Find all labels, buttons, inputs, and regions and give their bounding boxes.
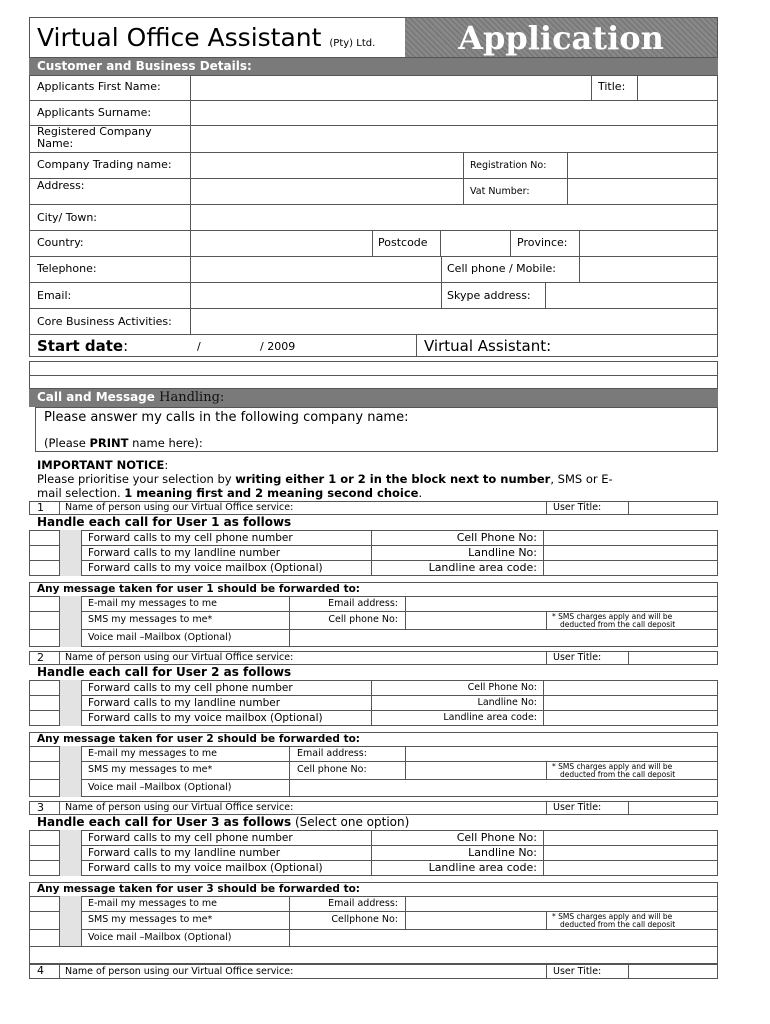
user-3-voicemail-label: Voice mail –Mailbox (Optional) xyxy=(88,932,232,943)
user-3-cell-no-label: Cell Phone No: xyxy=(456,831,537,844)
application-title: Application xyxy=(458,19,664,57)
user-1-name-input[interactable] xyxy=(330,501,545,515)
user-3-landline-no-label: Landline No: xyxy=(468,846,537,859)
user-2-fwd-voicemail-priority[interactable] xyxy=(59,710,82,726)
input-telephone[interactable] xyxy=(191,257,441,282)
user-1-fwd-landline-priority[interactable] xyxy=(59,545,82,560)
call-title-a: Call and Message xyxy=(37,390,155,404)
user-4-spacer-row xyxy=(29,946,718,964)
input-virtual-assistant[interactable] xyxy=(560,335,717,356)
notice-line-2 xyxy=(37,486,422,500)
notice-b1: writing either 1 or 2 in the block next to number xyxy=(235,472,551,486)
notice-heading: IMPORTANT NOTICE xyxy=(37,458,165,472)
input-registration-no[interactable] xyxy=(568,153,717,178)
user-1-cell-phone-input[interactable] xyxy=(406,611,546,629)
user-2-area-code-input[interactable] xyxy=(544,710,717,726)
user-1-sms-note-1: * SMS charges apply and will be xyxy=(552,612,673,621)
input-trading-name[interactable] xyxy=(191,153,462,178)
user-1-email-address-label: Email address: xyxy=(328,598,398,609)
user-2-fwd-cell-label: Forward calls to my cell phone number xyxy=(88,682,293,694)
input-skype[interactable] xyxy=(546,283,717,308)
label-title: Title: xyxy=(598,80,626,93)
user-2-voicemail-label: Voice mail –Mailbox (Optional) xyxy=(88,782,232,793)
user-1-fwd-voicemail-label: Forward calls to my voice mailbox (Optional) xyxy=(88,562,323,574)
call-section-title xyxy=(29,389,718,407)
user-3-sms-me-label: SMS my messages to me* xyxy=(88,914,213,925)
label-country: Country: xyxy=(37,236,84,249)
notice-p2: , SMS or E- xyxy=(550,472,613,486)
label-virtual-assistant: Virtual Assistant: xyxy=(424,337,552,355)
user-3-email-priority[interactable] xyxy=(59,896,82,911)
user-2-fwd-landline-priority[interactable] xyxy=(59,695,82,710)
user-1-cell-no-label: Cell Phone No: xyxy=(456,531,537,544)
user-4-title-label: User Title: xyxy=(553,966,602,977)
user-3-handle-heading xyxy=(37,815,409,829)
user-3-fwd-landline-label: Forward calls to my landline number xyxy=(88,847,281,859)
user-3-cell-phone-label: Cellphone No: xyxy=(331,914,398,925)
user-3-voicemail-priority[interactable] xyxy=(59,929,82,947)
start-date-year: / 2009 xyxy=(260,340,296,353)
user-1-cell-no-input[interactable] xyxy=(544,530,717,545)
user-1-message-heading: Any message taken for user 1 should be forwarded to: xyxy=(37,583,360,595)
call-title-b: Handling: xyxy=(159,390,225,405)
input-vat-number[interactable] xyxy=(568,179,717,204)
print-name-text xyxy=(44,436,203,450)
user-1-area-code-label: Landline area code: xyxy=(428,561,537,574)
user-2-sms-note-2: deducted from the call deposit xyxy=(560,770,676,779)
user-3-email-address-input[interactable] xyxy=(406,896,717,911)
user-2-cell-no-input[interactable] xyxy=(544,680,717,695)
user-1-title-input[interactable] xyxy=(629,501,717,515)
label-first-name: Applicants First Name: xyxy=(37,80,161,93)
notice-p1: Please prioritise your selection by xyxy=(37,472,236,486)
user-2-email-priority[interactable] xyxy=(59,746,82,761)
print-bold: PRINT xyxy=(89,436,129,450)
notice-line-1 xyxy=(37,472,613,486)
label-registration-no: Registration No: xyxy=(470,160,547,171)
user-3-area-code-label: Landline area code: xyxy=(428,861,537,874)
user-1-fwd-landline-label: Forward calls to my landline number xyxy=(88,547,281,559)
user-2-landline-no-input[interactable] xyxy=(544,695,717,710)
user-3-sms-note-2: deducted from the call deposit xyxy=(560,920,676,929)
user-3-sms-priority[interactable] xyxy=(59,911,82,929)
label-registered-company: Registered Company Name: xyxy=(37,125,152,150)
user-1-name-label: Name of person using our Virtual Office service: xyxy=(65,502,294,513)
user-1-sms-note-2: deducted from the call deposit xyxy=(560,620,676,629)
input-core-business[interactable] xyxy=(191,309,717,334)
user-2-fwd-cell-priority[interactable] xyxy=(59,680,82,695)
user-3-cell-phone-input[interactable] xyxy=(406,911,546,929)
user-3-title-label: User Title: xyxy=(553,802,602,813)
user-2-cell-no-label: Cell Phone No: xyxy=(467,682,537,693)
user-3-fwd-landline-priority[interactable] xyxy=(59,845,82,860)
user-2-email-address-label: Email address: xyxy=(297,748,367,759)
user-3-name-input[interactable] xyxy=(330,801,545,815)
user-3-landline-no-input[interactable] xyxy=(544,845,717,860)
company-title: Virtual Office Assistant xyxy=(37,23,322,52)
input-surname[interactable] xyxy=(191,101,717,125)
user-1-fwd-cell-priority[interactable] xyxy=(59,530,82,545)
user-4-number: 4 xyxy=(37,964,44,977)
user-1-fwd-cell-label: Forward calls to my cell phone number xyxy=(88,532,293,544)
user-1-handle-bold: Handle each call for User 1 as follows xyxy=(37,515,292,529)
user-2-sms-me-label: SMS my messages to me* xyxy=(88,764,213,775)
input-registered-company[interactable] xyxy=(191,126,717,152)
user-3-email-me-label: E-mail my messages to me xyxy=(88,898,218,909)
user-3-number: 3 xyxy=(37,801,44,814)
label-address: Address: xyxy=(37,179,85,192)
company-suffix: (Pty) Ltd. xyxy=(329,38,376,49)
user-2-voicemail-priority[interactable] xyxy=(59,779,82,797)
label-telephone: Telephone: xyxy=(37,262,97,275)
user-1-voicemail-priority[interactable] xyxy=(59,629,82,647)
user-1-landline-no-label: Landline No: xyxy=(468,546,537,559)
user-2-name-input[interactable] xyxy=(330,651,545,665)
user-1-number: 1 xyxy=(37,501,44,514)
user-3-fwd-cell-label: Forward calls to my cell phone number xyxy=(88,832,293,844)
user-4-name-input[interactable] xyxy=(330,964,545,979)
user-3-handle-extra: (Select one option) xyxy=(291,815,410,829)
notice-p4: . xyxy=(418,486,423,500)
user-3-title-input[interactable] xyxy=(629,801,717,815)
user-3-fwd-cell-priority[interactable] xyxy=(59,830,82,845)
user-2-message-heading: Any message taken for user 2 should be forwarded to: xyxy=(37,733,360,745)
user-2-name-label: Name of person using our Virtual Office service: xyxy=(65,652,294,663)
notice-colon: : xyxy=(164,458,169,472)
user-2-email-me-label: E-mail my messages to me xyxy=(88,748,218,759)
user-2-sms-note-1: * SMS charges apply and will be xyxy=(552,762,673,771)
label-cell-mobile: Cell phone / Mobile: xyxy=(447,262,556,275)
label-city: City/ Town: xyxy=(37,211,98,224)
print-suffix: name here): xyxy=(128,436,203,450)
user-2-cell-phone-input[interactable] xyxy=(406,761,546,779)
print-prefix: (Please xyxy=(44,436,90,450)
user-2-sms-priority[interactable] xyxy=(59,761,82,779)
label-trading-name: Company Trading name: xyxy=(37,158,172,171)
start-date-text: Start date xyxy=(37,337,124,355)
user-3-fwd-voicemail-label: Forward calls to my voice mailbox (Optional) xyxy=(88,862,323,874)
user-1-email-address-input[interactable] xyxy=(406,596,717,611)
user-2-area-code-label: Landline area code: xyxy=(443,712,537,723)
user-2-title-label: User Title: xyxy=(553,652,602,663)
user-1-title-label: User Title: xyxy=(553,502,602,513)
label-vat-number: Vat Number: xyxy=(470,186,530,197)
input-first-name[interactable] xyxy=(191,76,590,100)
company-name xyxy=(37,22,375,60)
input-postcode[interactable] xyxy=(441,231,510,256)
user-4-title-input[interactable] xyxy=(629,964,717,979)
input-email[interactable] xyxy=(191,283,441,308)
user-1-voicemail-label: Voice mail –Mailbox (Optional) xyxy=(88,632,232,643)
user-1-sms-me-label: SMS my messages to me* xyxy=(88,614,213,625)
user-3-sms-note-1: * SMS charges apply and will be xyxy=(552,912,673,921)
user-3-handle-bold: Handle each call for User 3 as follows xyxy=(37,815,292,829)
user-3-email-address-label: Email address: xyxy=(328,898,398,909)
label-postcode: Postcode xyxy=(378,236,428,249)
label-core-business: Core Business Activities: xyxy=(37,315,172,328)
customer-section-title: Customer and Business Details: xyxy=(29,58,718,75)
user-3-cell-no-input[interactable] xyxy=(544,830,717,845)
user-3-name-label: Name of person using our Virtual Office service: xyxy=(65,802,294,813)
input-address[interactable] xyxy=(191,179,462,230)
user-2-fwd-voicemail-label: Forward calls to my voice mailbox (Optional) xyxy=(88,712,323,724)
user-3-area-code-input[interactable] xyxy=(544,860,717,876)
label-province: Province: xyxy=(517,236,568,249)
user-2-email-address-input[interactable] xyxy=(406,746,717,761)
user-2-number: 2 xyxy=(37,651,44,664)
input-start-date[interactable] xyxy=(190,335,416,356)
user-2-title-input[interactable] xyxy=(629,651,717,665)
start-date-slash: / xyxy=(197,340,201,353)
notice-b2: 1 meaning first and 2 meaning second choice xyxy=(124,486,419,500)
user-1-handle-heading xyxy=(37,515,291,529)
input-title[interactable] xyxy=(638,76,717,100)
user-1-sms-priority[interactable] xyxy=(59,611,82,629)
user-1-email-priority[interactable] xyxy=(59,596,82,611)
input-cell-mobile[interactable] xyxy=(580,257,717,282)
user-2-fwd-landline-label: Forward calls to my landline number xyxy=(88,697,281,709)
user-1-area-code-input[interactable] xyxy=(544,560,717,576)
user-2-handle-bold: Handle each call for User 2 as follows xyxy=(37,665,292,679)
user-2-handle-heading xyxy=(37,665,291,679)
user-1-email-me-label: E-mail my messages to me xyxy=(88,598,218,609)
label-surname: Applicants Surname: xyxy=(37,106,152,119)
input-country[interactable] xyxy=(191,231,372,256)
user-1-landline-no-input[interactable] xyxy=(544,545,717,560)
label-start-date xyxy=(37,337,128,355)
label-skype: Skype address: xyxy=(447,289,531,302)
start-date-colon: : xyxy=(123,337,129,355)
input-province[interactable] xyxy=(580,231,717,256)
user-2-cell-phone-label: Cell phone No: xyxy=(297,764,367,775)
answer-calls-text: Please answer my calls in the following company name: xyxy=(44,410,409,425)
user-3-message-heading: Any message taken for user 3 should be forwarded to: xyxy=(37,883,360,895)
notice-title xyxy=(37,458,168,472)
label-email: Email: xyxy=(37,289,72,302)
user-2-landline-no-label: Landline No: xyxy=(477,697,537,708)
user-1-fwd-voicemail-priority[interactable] xyxy=(59,560,82,576)
user-1-cell-phone-label: Cell phone No: xyxy=(328,614,398,625)
user-4-name-label: Name of person using our Virtual Office service: xyxy=(65,966,294,977)
notice-p3: mail selection. xyxy=(37,486,125,500)
user-3-fwd-voicemail-priority[interactable] xyxy=(59,860,82,876)
